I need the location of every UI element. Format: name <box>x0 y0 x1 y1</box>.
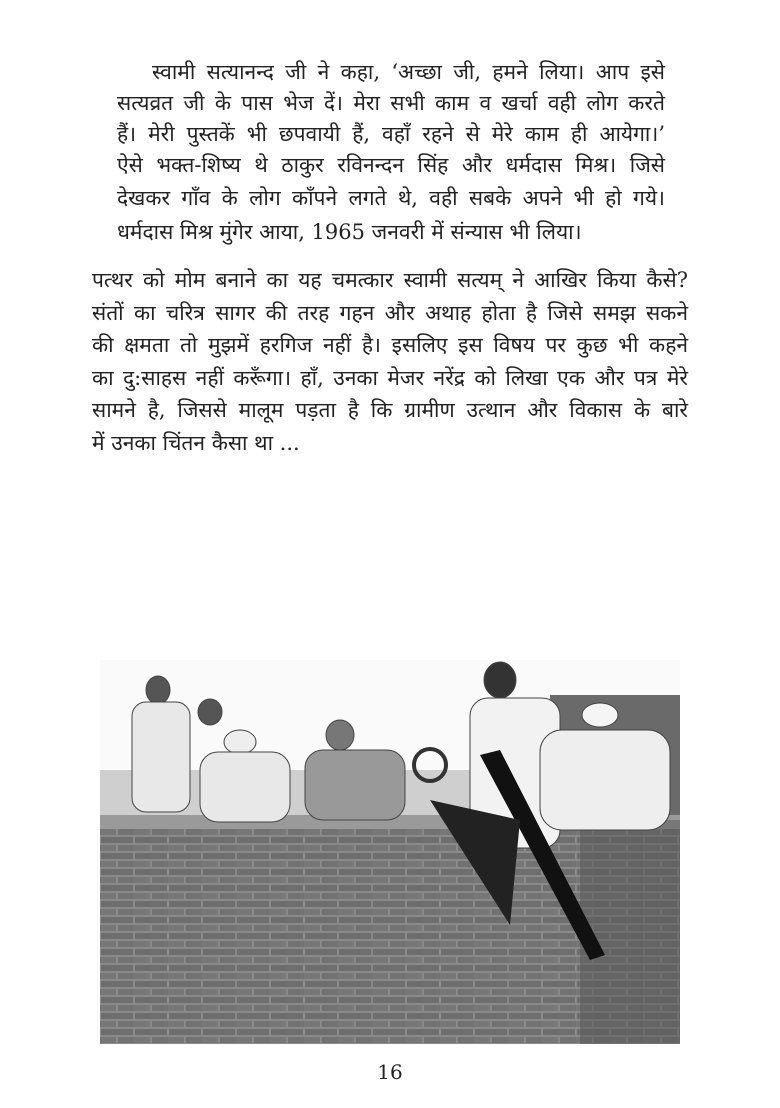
text-line: संतों का चरित्र सागर की तरह गहन और अथाह होता है जिसे समझ सकने <box>92 301 688 325</box>
page-number: 16 <box>377 1060 403 1084</box>
text-line: ऐसे भक्त-शिष्य थे ठाकुर रविनन्दन सिंह और धर्मदास मिश्र। जिसे <box>117 153 665 177</box>
text-line: सत्यव्रत जी के पास भेज दें। मेरा सभी काम व खर्चा वही लोग करते <box>117 91 665 115</box>
text-line: में उनका चिंतन कैसा था ... <box>92 431 300 455</box>
text-line: धर्मदास मिश्र मुंगेर आया, 1965 जनवरी में संन्यास भी लिया। <box>117 220 582 244</box>
text-line: की क्षमता तो मुझमें हरगिज नहीं है। इसलिए इस विषय पर कुछ भी कहने <box>92 333 688 357</box>
text-line: हैं। मेरी पुस्तकें भी छपवायी हैं, वहाँ रहने से मेरे काम ही आयेगा।’ <box>117 122 665 146</box>
text-line: स्वामी सत्यानन्द जी ने कहा, ‘अच्छा जी, हमने लिया। आप इसे <box>152 60 665 84</box>
photograph-people-at-well <box>100 660 680 1044</box>
text-line: सामने है, जिससे मालूम पड़ता है कि ग्रामीण उत्थान और विकास के बारे <box>92 398 688 422</box>
text-line: देखकर गाँव के लोग काँपने लगते थे, वही सबके अपने भी हो गये। <box>117 186 665 210</box>
text-line: पत्थर को मोम बनाने का यह चमत्कार स्वामी सत्यम् ने आखिर किया कैसे? <box>92 268 688 292</box>
text-line: का दु:साहस नहीं करूँगा। हाँ, उनका मेजर नरेंद्र को लिखा एक और पत्र मेरे <box>92 366 688 390</box>
